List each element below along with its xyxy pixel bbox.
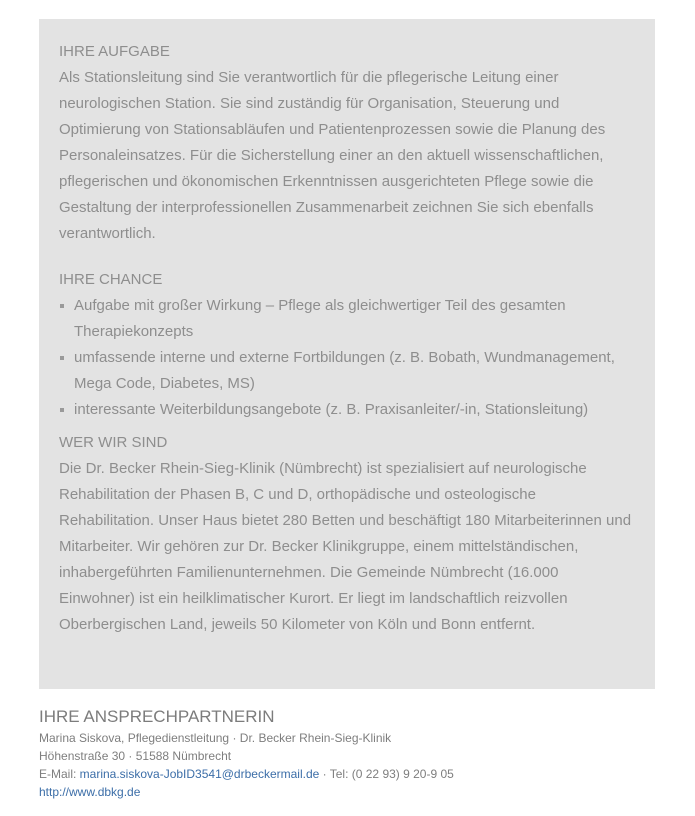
contact-heading: IHRE ANSPRECHPARTNERIN (39, 707, 275, 726)
wir-heading: WER WIR SIND (59, 434, 168, 451)
job-description-box (39, 19, 655, 689)
phone-text: · Tel: (0 22 93) 9 20-9 05 (319, 767, 454, 781)
bullet-square-icon (60, 408, 64, 412)
bullet-square-icon (60, 304, 64, 308)
contact-section (39, 705, 655, 801)
contact-website-line (39, 783, 655, 801)
chance-heading: IHRE CHANCE (59, 271, 163, 288)
list-item-text: umfassende interne und externe Fortbildungen (z. B. Bobath, Wundmanagement, Mega Code, Diabetes, MS) (74, 349, 615, 392)
chance-list (59, 293, 635, 423)
aufgabe-text: Als Stationsleitung sind Sie verantwortlich für die pflegerische Leitung einer neurologischen Station. Sie sind zuständig für Organisation, Steuerung und Optimierung von Stationsabläufen und Patientenprozessen sowie die Planung des Personaleinsatzes. Für die Sicherstellung einer an den aktuell wissenschaftlichen, pflegerischen und ökonomischen Erkenntnissen ausgerichteten Pflege sowie die Gestaltung der interprofessionellen Zusammenarbeit zeichnen Sie sich ebenfalls verantwortlich. (59, 69, 606, 242)
list-item-text: Aufgabe mit großer Wirkung – Pflege als gleichwertiger Teil des gesamten Therapiekonzepts (74, 297, 566, 340)
list-item (59, 293, 635, 345)
list-item (59, 397, 635, 423)
bullet-square-icon (60, 356, 64, 360)
list-item-text: interessante Weiterbildungsangebote (z. B. Praxisanleiter/-in, Stationsleitung) (74, 401, 589, 418)
contact-name: Marina Siskova, Pflegedienstleitung · Dr. Becker Rhein-Sieg-Klinik (39, 731, 392, 745)
contact-email-line (39, 765, 655, 783)
contact-address: Höhenstraße 30 · 51588 Nümbrecht (39, 749, 232, 763)
aufgabe-heading: IHRE AUFGABE (59, 43, 170, 60)
email-label: E-Mail: (39, 767, 80, 781)
list-item (59, 345, 635, 397)
wir-text: Die Dr. Becker Rhein-Sieg-Klinik (Nümbrecht) ist spezialisiert auf neurologische Rehabilitation der Phasen B, C und D, orthopädische und osteologische Rehabilitation. Unser Haus bietet 280 Betten und beschäftigt 180 Mitarbeiterinnen und Mitarbeiter. Wir gehören zur Dr. Becker Klinikgruppe, einem mittelständischen, inhabergeführten Familienunternehmen. Die Gemeinde Nümbrecht (16.000 Einwohner) ist ein heilklimatischer Kurort. Er liegt im landschaftlich reizvollen Oberbergischen Land, jeweils 50 Kilometer von Köln und Bonn entfernt. (59, 460, 632, 633)
website-link[interactable]: http://www.dbkg.de (39, 785, 141, 799)
email-link[interactable]: marina.siskova-JobID3541@drbeckermail.de (79, 767, 320, 781)
